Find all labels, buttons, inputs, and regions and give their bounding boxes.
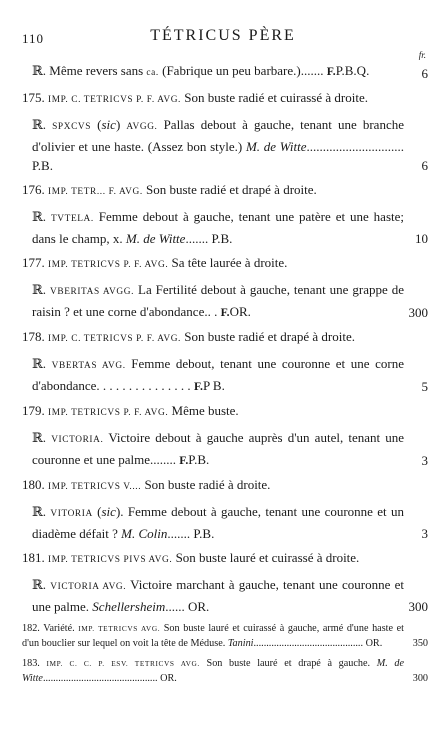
text-run: Son buste lauré et drapé à gauche. xyxy=(199,658,377,669)
collection-name: sic xyxy=(101,504,116,519)
entry-text xyxy=(22,207,428,248)
text-run: ............................................. OR. xyxy=(42,673,177,684)
text-run: Son buste radié et drapé à droite. xyxy=(142,182,317,197)
page-title: TÉTRICUS PÈRE xyxy=(150,27,296,44)
collection-name: M. Colin xyxy=(121,526,168,541)
text-run: ℝ. Même revers sans xyxy=(32,63,147,78)
text-run: Son buste lauré et cuirassé à gauche, armé d'une haste et d'un bouclier sur lequel on voit la tête de Méduse. xyxy=(22,623,404,649)
legend-text: IMP. TETRICVS AVG. xyxy=(78,624,161,633)
collection-name: M. de Witte xyxy=(245,139,307,154)
entry-text xyxy=(22,180,428,202)
reference-mark: F. xyxy=(326,65,336,78)
entry-text xyxy=(22,656,428,686)
currency-label: fr. xyxy=(418,50,426,60)
legend-text: IMP. TETRICVS PIVS AVG. xyxy=(48,555,173,565)
entry-text xyxy=(22,354,428,396)
coin-entry xyxy=(22,401,428,423)
legend-text: TVTELA. xyxy=(50,214,94,224)
coin-entry xyxy=(22,88,428,110)
price-value: 6 xyxy=(421,66,428,81)
text-run: ....... P.B. xyxy=(167,526,215,541)
text-run: 176. xyxy=(22,182,48,197)
legend-text: VITORIA xyxy=(50,509,93,519)
text-run: ℝ. xyxy=(32,577,51,592)
reverse-description xyxy=(22,61,428,83)
entry-text xyxy=(22,115,428,175)
legend-text: IMP. C. TETRICVS P. F. AVG. xyxy=(48,95,181,105)
reverse-description xyxy=(22,115,428,175)
text-run: Même buste. xyxy=(168,403,239,418)
text-run: 175. xyxy=(22,90,48,105)
entry-text xyxy=(22,88,428,110)
coin-entry xyxy=(22,180,428,202)
text-run: ℝ. xyxy=(32,209,51,224)
reference-mark: F. xyxy=(179,454,189,467)
legend-text: IMP. C. C. P. ESV. TETRICVS AVG. xyxy=(46,659,200,668)
legend-text: VICTORIA. xyxy=(51,435,104,445)
text-run: Son buste radié à droite. xyxy=(141,477,271,492)
legend-text: SPXCVS xyxy=(52,122,92,132)
text-run: ). Femme debout à gauche, tenant une couronne et un diadème défait ? xyxy=(32,504,404,541)
coin-entry xyxy=(22,656,428,686)
collection-name: M. de Witte xyxy=(22,658,405,684)
text-run: Sa tête laurée à droite. xyxy=(168,255,288,270)
price-value: 3 xyxy=(421,453,428,468)
reference-mark: F. xyxy=(220,306,230,319)
text-run: 178. xyxy=(22,329,48,344)
legend-text: AVGG. xyxy=(126,122,158,132)
text-run: 179. xyxy=(22,403,48,418)
entry-text xyxy=(22,621,428,651)
price-value: 10 xyxy=(415,231,428,246)
text-run: P.B.Q. xyxy=(335,63,370,78)
reverse-description xyxy=(22,280,428,322)
entry-text xyxy=(22,475,428,497)
legend-text: IMP. C. TETRICVS P. F. AVG. xyxy=(48,334,181,344)
text-run: ...... OR. xyxy=(165,599,210,614)
text-run: 180. xyxy=(22,477,48,492)
entry-text xyxy=(22,502,428,543)
entry-text xyxy=(22,280,428,322)
text-run: Victoire marchant à gauche, tenant une couronne et une palme. xyxy=(32,577,404,614)
text-run: 183. xyxy=(22,658,47,669)
entry-text xyxy=(22,548,428,570)
text-run: ....... P.B. xyxy=(185,231,233,246)
price-value: 350 xyxy=(412,638,428,649)
legend-text: IMP. TETRICVS V.... xyxy=(48,482,142,492)
text-run: 182. Variété. xyxy=(22,623,79,634)
page-number: 110 xyxy=(22,31,45,46)
text-run: 181. xyxy=(22,550,48,565)
text-run: La Fertilité debout à gauche, tenant une grappe de raisin ? et une corne d'abondance.. . xyxy=(32,282,404,319)
coin-entry xyxy=(22,621,428,651)
text-run: P B. xyxy=(202,378,225,393)
text-run: .............................. P.B. xyxy=(32,139,404,173)
legend-text: VBERITAS AVGG. xyxy=(50,287,135,297)
page-header xyxy=(22,27,424,49)
text-run: Son buste radié et cuirassé à droite. xyxy=(180,90,368,105)
text-run: Femme debout, tenant une couronne et une corne d'abondance. . . . . . . . . . . . . . . xyxy=(32,356,404,393)
text-run: ........................................... OR. xyxy=(253,638,383,649)
entry-text xyxy=(22,428,428,470)
text-run: ℝ. xyxy=(32,282,51,297)
reverse-description xyxy=(22,354,428,396)
price-value: 300 xyxy=(412,673,428,684)
legend-text: IMP. TETRICVS P. F. AVG. xyxy=(48,260,169,270)
text-run: Son buste lauré et cuirassé à droite. xyxy=(172,550,360,565)
text-run: ℝ. xyxy=(32,356,52,371)
collection-name: sic xyxy=(101,117,116,132)
text-run: Pallas debout à gauche, tenant une branche d'olivier et une haste. (Assez bon style.) xyxy=(32,117,404,154)
text-run: OR. xyxy=(229,304,251,319)
price-value: 6 xyxy=(421,158,428,173)
collection-name: M. de Witte xyxy=(125,231,186,246)
reverse-description xyxy=(22,207,428,248)
text-run: ( xyxy=(91,117,102,132)
text-run: ℝ. xyxy=(32,430,52,445)
entry-text xyxy=(22,401,428,423)
text-run: ℝ. xyxy=(32,504,51,519)
coin-entry xyxy=(22,327,428,349)
legend-text: IMP. TETRICVS P. F. AVG. xyxy=(48,408,169,418)
entry-text xyxy=(22,575,428,616)
text-run: Femme debout à gauche, tenant une patère et une haste; dans le champ, x. xyxy=(32,209,405,246)
text-run: ( xyxy=(92,504,102,519)
text-run: ℝ. xyxy=(32,117,53,132)
legend-text: ca. xyxy=(146,68,159,78)
text-run: (Fabrique un peu barbare.)....... xyxy=(158,63,327,78)
collection-name: Schellersheim xyxy=(92,599,166,614)
text-run: ) xyxy=(115,117,127,132)
price-value: 300 xyxy=(408,599,428,614)
text-run: P.B. xyxy=(188,452,210,467)
coin-entry xyxy=(22,548,428,570)
text-run: Victoire debout à gauche auprès d'un autel, tenant une couronne et une palme........ xyxy=(32,430,405,467)
entry-text xyxy=(22,61,428,83)
reverse-description xyxy=(22,575,428,616)
reverse-description xyxy=(22,428,428,470)
coin-entry xyxy=(22,475,428,497)
collection-name: Tanini xyxy=(227,638,254,649)
price-value: 3 xyxy=(421,526,428,541)
reference-mark: F. xyxy=(193,380,203,393)
legend-text: VBERTAS AVG. xyxy=(51,361,126,371)
legend-text: VICTORIA AVG. xyxy=(50,582,127,592)
reverse-description xyxy=(22,502,428,543)
entry-text xyxy=(22,253,428,275)
price-value: 300 xyxy=(408,305,428,320)
coin-entries xyxy=(22,56,428,686)
price-value: 5 xyxy=(421,379,428,394)
text-run: 177. xyxy=(22,255,48,270)
text-run: Son buste radié et drapé à droite. xyxy=(180,329,355,344)
legend-text: IMP. TETR... F. AVG. xyxy=(48,187,143,197)
coin-entry xyxy=(22,253,428,275)
entry-text xyxy=(22,327,428,349)
